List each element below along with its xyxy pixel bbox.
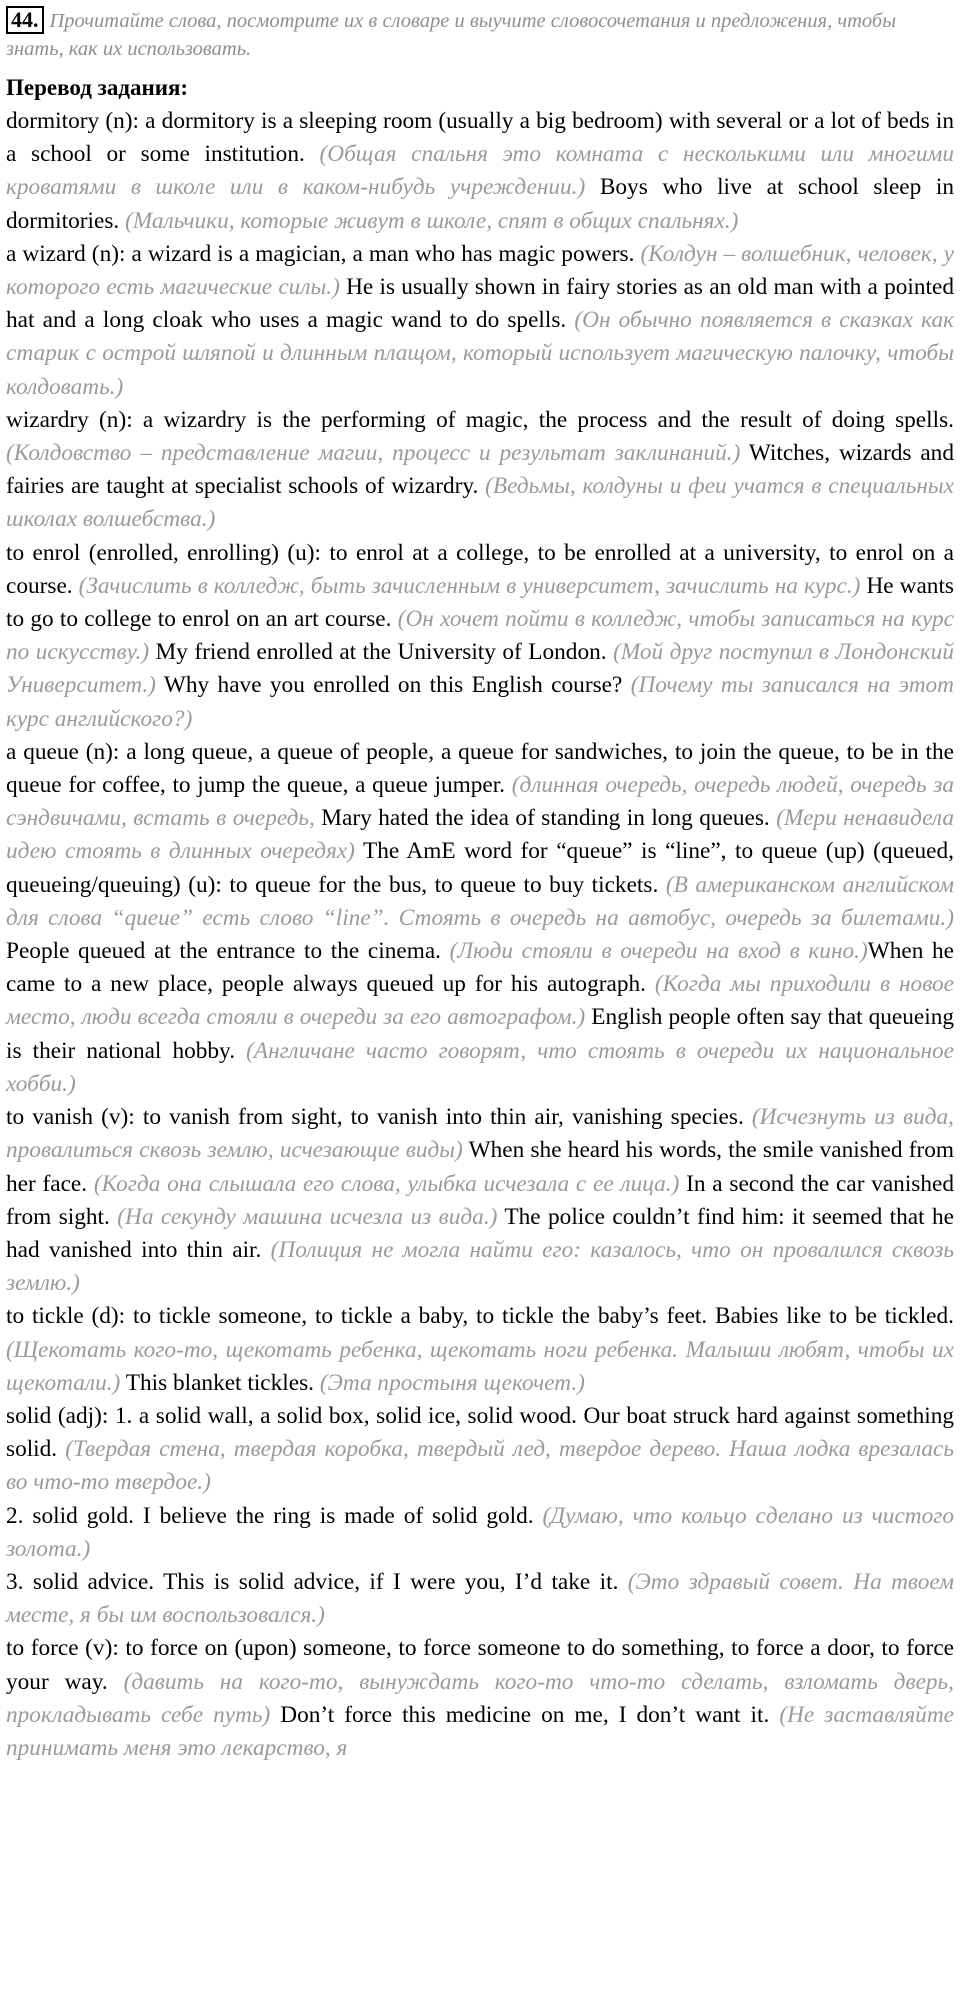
russian-translation: (длинная очередь, очередь людей, очередь за сэндвичами, встать в очередь, xyxy=(6,772,954,832)
english-text: Witches, wizards and fairies are taught at specialist schools of wizardry. xyxy=(6,440,954,500)
russian-translation: (Щекотать кого-то, щекотать ребенка, щекотать ноги ребенка. Малыши любят, чтобы их щекотали.) xyxy=(6,1336,954,1396)
russian-translation: (давить на кого-то, вынуждать кого-то что-то сделать, взломать дверь, прокладывать себе путь) xyxy=(6,1668,954,1728)
english-text: My friend enrolled at the University of London. xyxy=(149,639,614,666)
russian-translation: (Думаю, что кольцо сделано из чистого золота.) xyxy=(6,1502,954,1562)
english-text: dormitory (n): a dormitory is a sleeping room (usually a big bedroom) with several or a lot of beds in a school or some institution. xyxy=(6,108,954,168)
vocab-entry xyxy=(6,736,954,1101)
russian-translation: (В американском английском для слова “queue” есть слово “line”. Стоять в очередь на автобус, очередь за билетами.) xyxy=(6,871,954,931)
vocab-entry xyxy=(6,1500,954,1566)
task-header xyxy=(6,6,954,63)
vocab-entry xyxy=(6,537,954,736)
russian-translation: (Почему ты записался на этот курс английского?) xyxy=(6,672,954,732)
russian-translation: (Мери ненавидела идею стоять в длинных очередях) xyxy=(6,805,954,865)
english-text: a wizard (n): a wizard is a magician, a man who has magic powers. xyxy=(6,240,641,267)
english-text: English people often say that queueing is their national hobby. xyxy=(6,1004,955,1064)
russian-translation: (Мальчики, которые живут в школе, спят в общих спальнях.) xyxy=(125,207,739,234)
russian-translation: (Он хочет пойти в колледж, чтобы записаться на курс по искусству.) xyxy=(6,606,954,666)
russian-translation: (На секунду машина исчезла из вида.) xyxy=(117,1203,498,1230)
russian-translation: (Когда мы приходили в новое место, люди всегда стояли в очереди за его автографом.) xyxy=(6,971,954,1031)
russian-translation: (Это здравый совет. На твоем месте, я бы им воспользовался.) xyxy=(6,1568,954,1629)
vocab-entry xyxy=(6,1300,954,1400)
english-text: Why have you enrolled on this English course? xyxy=(155,672,631,699)
english-text: The police couldn’t find him: it seemed that he had vanished into thin air. xyxy=(6,1203,954,1263)
russian-translation: (Колдун – волшебник, человек, у которого есть магические силы.) xyxy=(6,240,954,301)
russian-translation: (Зачислить в колледж, быть зачисленным в университет, зачислить на курс.) xyxy=(78,572,861,599)
russian-translation: (Когда она слышала его слова, улыбка исчезала с ее лица.) xyxy=(93,1170,680,1197)
russian-translation: (Эта простыня щекочет.) xyxy=(319,1369,585,1396)
russian-translation: (Общая спальня это комната с несколькими или многими кроватями в школе или в каком-нибудь учреждении.) xyxy=(6,141,954,201)
section-heading: Перевод задания: xyxy=(6,75,189,100)
english-text: solid (adj): 1. a solid wall, a solid box, solid ice, solid wood. Our boat struck hard against something solid. xyxy=(6,1402,954,1463)
vocab-entry xyxy=(6,1101,954,1300)
english-text: wizardry (n): a wizardry is the performing of magic, the process and the result of doing spells. xyxy=(6,406,954,433)
english-text: People queued at the entrance to the cinema. xyxy=(6,938,450,965)
english-text: to tickle (d): to tickle someone, to tickle a baby, to tickle the baby’s feet. Babies like to be tickled. xyxy=(6,1303,954,1330)
russian-translation: (Колдовство – представление магии, процесс и результат заклинаний.) xyxy=(6,440,741,467)
english-text: This blanket tickles. xyxy=(120,1369,320,1396)
russian-translation: (Полиция не могла найти его: казалось, что он провалился сквозь землю.) xyxy=(6,1236,954,1297)
english-text: Boys who live at school sleep in dormitories. xyxy=(6,174,955,234)
russian-translation: (Мой друг поступил в Лондонский Университет.) xyxy=(6,639,954,699)
english-text: to force (v): to force on (upon) someone, to force someone to do something, to force a door, to force your way. xyxy=(6,1635,954,1695)
russian-translation: (Он обычно появляется в сказках как старик с острой шляпой и длинным плащом, который использует магическую палочку, чтобы колдовать.) xyxy=(6,307,955,400)
russian-translation: (Не заставляйте принимать меня это лекарство, я xyxy=(6,1701,954,1761)
english-text: Mary hated the idea of standing in long queues. xyxy=(314,805,777,832)
translation-content xyxy=(6,105,954,1765)
vocab-entry xyxy=(6,1632,954,1765)
vocab-entry xyxy=(6,1566,954,1632)
english-text: He wants to go to college to enrol on an art course. xyxy=(6,572,954,633)
english-text: to enrol (enrolled, enrolling) (u): to enrol at a college, to be enrolled at a university, to enrol on a course. xyxy=(6,539,954,599)
english-text: When he came to a new place, people always queued up for his autograph. xyxy=(6,938,954,998)
english-text: He is usually shown in fairy stories as an old man with a pointed hat and a long cloak who uses a magic wand to do spells. xyxy=(6,274,954,334)
russian-translation: (Люди стояли в очереди на вход в кино.) xyxy=(449,938,868,965)
vocab-entry xyxy=(6,1400,954,1500)
english-text: The AmE word for “queue” is “line”, to queue (up) (queued, queueing/queuing) (u): to queue for the bus, to queue to buy tickets. xyxy=(6,838,954,898)
vocab-entry xyxy=(6,404,954,537)
english-text: to vanish (v): to vanish from sight, to vanish into thin air, vanishing species. xyxy=(6,1104,752,1131)
english-text: Don’t force this medicine on me, I don’t want it. xyxy=(270,1701,780,1728)
russian-translation: (Англичане часто говорят, что стоять в очереди их национальное хобби.) xyxy=(6,1037,954,1097)
russian-translation: (Ведьмы, колдуны и феи учатся в специальных школах волшебства.) xyxy=(6,473,954,533)
english-text: a queue (n): a long queue, a queue of people, a queue for sandwiches, to join the queue, to be in the queue for coffee, to jump the queue, a queue jumper. xyxy=(6,738,954,799)
english-text: 2. solid gold. I believe the ring is made of solid gold. xyxy=(6,1502,543,1529)
english-text: When she heard his words, the smile vanished from her face. xyxy=(6,1137,954,1197)
vocab-entry xyxy=(6,105,954,238)
task-number-box: 44. xyxy=(6,6,44,34)
russian-translation: (Исчезнуть из вида, провалиться сквозь землю, исчезающие виды) xyxy=(6,1104,954,1164)
english-text: In a second the car vanished from sight. xyxy=(6,1170,955,1230)
task-instruction: Прочитайте слова, посмотрите их в словаре и выучите словосочетания и предложения, чтобы знать, как их использовать. xyxy=(6,10,897,60)
english-text: 3. solid advice. This is solid advice, if I were you, I’d take it. xyxy=(6,1568,628,1595)
vocab-entry xyxy=(6,238,954,404)
russian-translation: (Твердая стена, твердая коробка, твердый лед, твердое дерево. Наша лодка врезалась во что-то твердое.) xyxy=(6,1436,954,1496)
